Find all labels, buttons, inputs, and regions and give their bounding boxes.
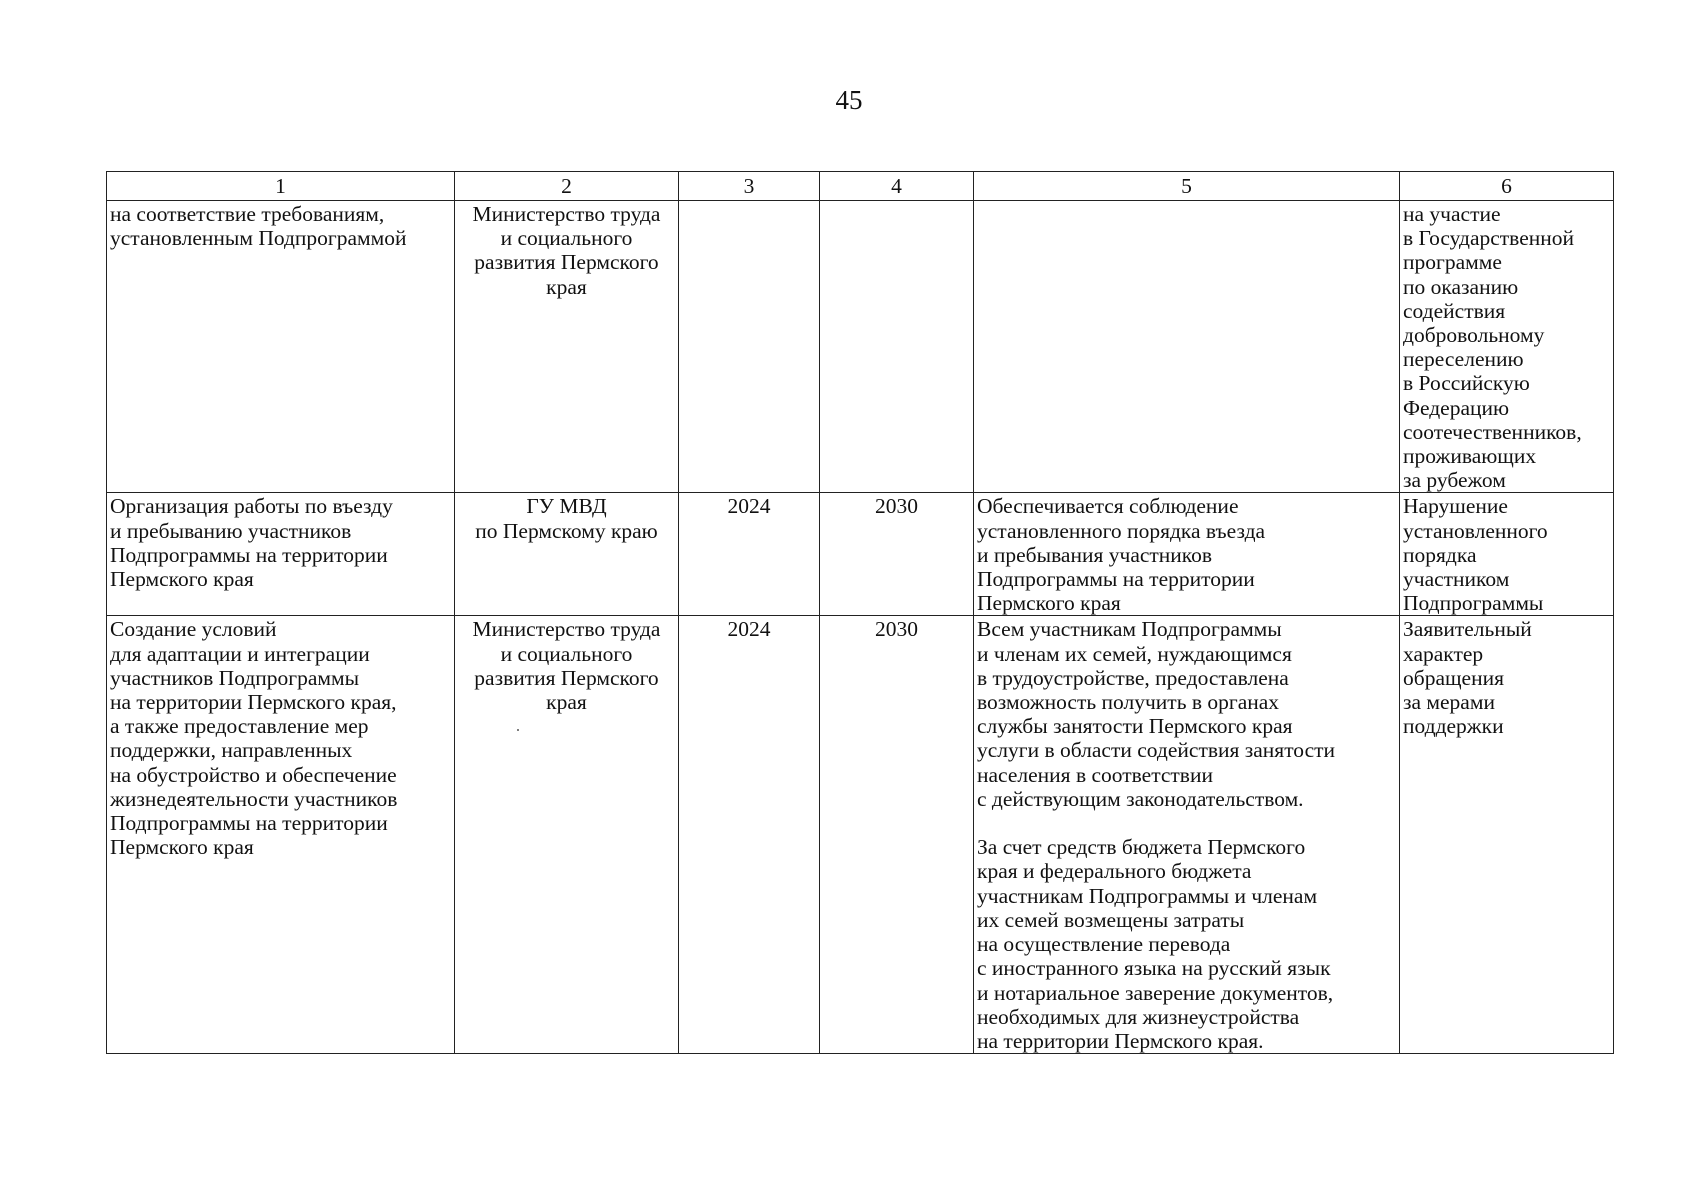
table-row <box>107 201 1614 493</box>
measure-cell: Создание условий для адаптации и интеграции участников Подпрограммы на территории Пермского края, а также предоставление мер поддержки, направленных на обустройство и обеспечение жизнедеятельности участников Подпрограммы на территории Пермского края <box>107 616 455 1054</box>
column-header-2: 2 <box>455 172 679 201</box>
column-header-3: 3 <box>679 172 820 201</box>
column-header-6: 6 <box>1400 172 1614 201</box>
start-year-cell: 2024 <box>679 616 820 1054</box>
program-measures-table <box>106 171 1614 1054</box>
end-year-cell: 2030 <box>820 616 974 1054</box>
end-year-cell: 2030 <box>820 493 974 616</box>
scan-artifact-dot <box>517 729 519 731</box>
executor-cell: Министерство труда и социального развития Пермского края <box>455 201 679 493</box>
table-header-row <box>107 172 1614 201</box>
expected-result-cell: Всем участникам Подпрограммы и членам их семей, нуждающимся в трудоустройстве, предоставлена возможность получить в органах службы занятости Пермского края услуги в области содействия занятости населения в соответствии с действующим законодательством. За счет средств бюджета Пермского края и федерального бюджета участникам Подпрограммы и членам их семей возмещены затраты на осуществление перевода с иностранного языка на русский язык и нотариальное заверение документов, необходимых для жизнеустройства на территории Пермского края. <box>974 616 1400 1054</box>
measure-cell: Организация работы по въезду и пребыванию участников Подпрограммы на территории Пермского края <box>107 493 455 616</box>
table-row <box>107 616 1614 1054</box>
measure-cell: на соответствие требованиям, установленным Подпрограммой <box>107 201 455 493</box>
consequence-cell: Заявительный характер обращения за мерами поддержки <box>1400 616 1614 1054</box>
column-header-1: 1 <box>107 172 455 201</box>
expected-result-cell: Обеспечивается соблюдение установленного порядка въезда и пребывания участников Подпрограммы на территории Пермского края <box>974 493 1400 616</box>
executor-cell: ГУ МВД по Пермскому краю <box>455 493 679 616</box>
executor-cell: Министерство труда и социального развития Пермского края <box>455 616 679 1054</box>
table-row <box>107 493 1614 616</box>
consequence-cell: Нарушение установленного порядка участником Подпрограммы <box>1400 493 1614 616</box>
column-header-5: 5 <box>974 172 1400 201</box>
start-year-cell: 2024 <box>679 493 820 616</box>
page-number: 45 <box>835 85 863 115</box>
column-header-4: 4 <box>820 172 974 201</box>
start-year-cell <box>679 201 820 493</box>
expected-result-cell <box>974 201 1400 493</box>
consequence-cell: на участие в Государственной программе по оказанию содействия добровольному переселению в Российскую Федерацию соотечественников, проживающих за рубежом <box>1400 201 1614 493</box>
end-year-cell <box>820 201 974 493</box>
